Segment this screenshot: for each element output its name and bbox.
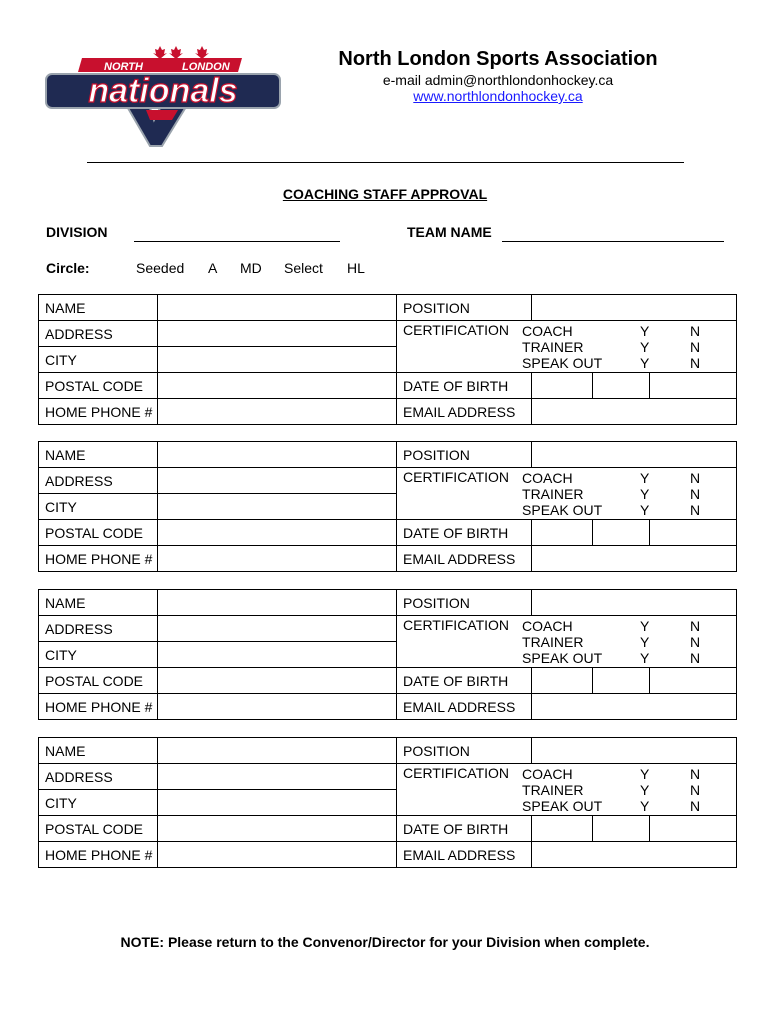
dob-field-2[interactable] bbox=[593, 373, 650, 399]
cert-speakout-yes[interactable]: Y bbox=[640, 650, 650, 666]
address-label: ADDRESS bbox=[39, 468, 158, 494]
position-label: POSITION bbox=[397, 442, 532, 468]
dob-field-3[interactable] bbox=[650, 816, 737, 842]
dob-field-1[interactable] bbox=[532, 816, 593, 842]
name-field[interactable] bbox=[158, 738, 397, 764]
certification-label: CERTIFICATION bbox=[403, 765, 510, 781]
cert-coach-yes[interactable]: Y bbox=[640, 470, 650, 486]
home-phone-field[interactable] bbox=[158, 399, 397, 425]
logo-main-text: nationals bbox=[88, 72, 238, 110]
home-phone-field[interactable] bbox=[158, 546, 397, 572]
return-note: NOTE: Please return to the Convenor/Director for your Division when complete. bbox=[120, 934, 650, 950]
home-phone-field[interactable] bbox=[158, 694, 397, 720]
cert-trainer-yes[interactable]: Y bbox=[640, 486, 650, 502]
dob-field-1[interactable] bbox=[532, 520, 593, 546]
cert-speakout-no[interactable]: N bbox=[690, 650, 701, 666]
circle-label: Circle: bbox=[46, 260, 90, 276]
position-field[interactable] bbox=[532, 738, 737, 764]
dob-field-3[interactable] bbox=[650, 668, 737, 694]
staff-entry-table-4 bbox=[38, 737, 737, 868]
home-phone-label: HOME PHONE # bbox=[39, 694, 158, 720]
address-field[interactable] bbox=[158, 468, 397, 494]
name-field[interactable] bbox=[158, 295, 397, 321]
home-phone-field[interactable] bbox=[158, 842, 397, 868]
postal-code-field[interactable] bbox=[158, 816, 397, 842]
certification-options bbox=[522, 617, 736, 666]
email-address-label: EMAIL ADDRESS bbox=[397, 694, 532, 720]
dob-field-1[interactable] bbox=[532, 373, 593, 399]
postal-code-label: POSTAL CODE bbox=[39, 373, 158, 399]
address-field[interactable] bbox=[158, 321, 397, 347]
postal-code-label: POSTAL CODE bbox=[39, 816, 158, 842]
date-of-birth-label: DATE OF BIRTH bbox=[397, 373, 532, 399]
cert-speakout-no[interactable]: N bbox=[690, 502, 701, 518]
address-field[interactable] bbox=[158, 764, 397, 790]
cert-speakout-yes[interactable]: Y bbox=[640, 502, 650, 518]
city-field[interactable] bbox=[158, 347, 397, 373]
email-line: e-mail admin@northlondonhockey.ca bbox=[382, 72, 614, 88]
cert-trainer-no[interactable]: N bbox=[690, 339, 701, 355]
certification-options bbox=[522, 469, 736, 518]
address-label: ADDRESS bbox=[39, 321, 158, 347]
position-label: POSITION bbox=[397, 295, 532, 321]
team-name-field[interactable] bbox=[502, 241, 724, 242]
name-label: NAME bbox=[39, 738, 158, 764]
email-address-label: EMAIL ADDRESS bbox=[397, 842, 532, 868]
logo-north-text: NORTH bbox=[104, 61, 143, 73]
division-label: DIVISION bbox=[46, 224, 108, 240]
position-label: POSITION bbox=[397, 738, 532, 764]
dob-field-3[interactable] bbox=[650, 373, 737, 399]
home-phone-label: HOME PHONE # bbox=[39, 399, 158, 425]
postal-code-field[interactable] bbox=[158, 668, 397, 694]
cert-trainer-yes[interactable]: Y bbox=[640, 634, 650, 650]
city-field[interactable] bbox=[158, 790, 397, 816]
position-label: POSITION bbox=[397, 590, 532, 616]
circle-option-a[interactable]: A bbox=[208, 260, 218, 276]
header-divider bbox=[87, 162, 684, 163]
date-of-birth-label: DATE OF BIRTH bbox=[397, 668, 532, 694]
email-address-label: EMAIL ADDRESS bbox=[397, 546, 532, 572]
certification-cell bbox=[397, 321, 737, 373]
logo-london-text: LONDON bbox=[182, 61, 230, 73]
city-label: CITY bbox=[39, 790, 158, 816]
cert-coach-no[interactable]: N bbox=[690, 618, 701, 634]
cert-coach-no[interactable]: N bbox=[690, 323, 701, 339]
cert-coach-yes[interactable]: Y bbox=[640, 323, 650, 339]
dob-field-2[interactable] bbox=[593, 816, 650, 842]
certification-label: CERTIFICATION bbox=[403, 617, 510, 633]
email-address-field[interactable] bbox=[532, 694, 737, 720]
cert-speakout-no[interactable]: N bbox=[690, 798, 701, 814]
date-of-birth-label: DATE OF BIRTH bbox=[397, 520, 532, 546]
cert-speakout-yes[interactable]: Y bbox=[640, 798, 650, 814]
certification-options bbox=[522, 322, 736, 371]
dob-field-2[interactable] bbox=[593, 520, 650, 546]
cert-trainer-label: TRAINER bbox=[522, 486, 584, 502]
city-label: CITY bbox=[39, 347, 158, 373]
cert-trainer-label: TRAINER bbox=[522, 339, 584, 355]
home-phone-label: HOME PHONE # bbox=[39, 842, 158, 868]
name-field[interactable] bbox=[158, 590, 397, 616]
cert-trainer-label: TRAINER bbox=[522, 782, 584, 798]
cert-trainer-yes[interactable]: Y bbox=[640, 782, 650, 798]
cert-speakout-label: SPEAK OUT bbox=[522, 355, 603, 371]
circle-option-hl[interactable]: HL bbox=[347, 260, 365, 276]
address-label: ADDRESS bbox=[39, 616, 158, 642]
dob-field-1[interactable] bbox=[532, 668, 593, 694]
dob-field-3[interactable] bbox=[650, 520, 737, 546]
city-label: CITY bbox=[39, 642, 158, 668]
postal-code-label: POSTAL CODE bbox=[39, 520, 158, 546]
cert-trainer-no[interactable]: N bbox=[690, 634, 701, 650]
staff-entry-table-3 bbox=[38, 589, 737, 720]
email-address-field[interactable] bbox=[532, 399, 737, 425]
name-label: NAME bbox=[39, 590, 158, 616]
cert-coach-yes[interactable]: Y bbox=[640, 618, 650, 634]
nationals-logo bbox=[42, 40, 284, 150]
postal-code-field[interactable] bbox=[158, 373, 397, 399]
certification-options bbox=[522, 765, 736, 814]
staff-entry-table-1 bbox=[38, 294, 737, 425]
cert-coach-label: COACH bbox=[522, 323, 573, 339]
team-name-label: TEAM NAME bbox=[407, 224, 492, 240]
email-address-field[interactable] bbox=[532, 546, 737, 572]
email-address-field[interactable] bbox=[532, 842, 737, 868]
circle-option-md[interactable]: MD bbox=[240, 260, 262, 276]
website-link[interactable]: www.northlondonhockey.ca bbox=[413, 88, 583, 104]
circle-option-seeded[interactable]: Seeded bbox=[136, 260, 185, 276]
address-label: ADDRESS bbox=[39, 764, 158, 790]
city-label: CITY bbox=[39, 494, 158, 520]
address-field[interactable] bbox=[158, 616, 397, 642]
name-field[interactable] bbox=[158, 442, 397, 468]
division-field[interactable] bbox=[134, 241, 340, 242]
cert-speakout-label: SPEAK OUT bbox=[522, 798, 603, 814]
cert-coach-no[interactable]: N bbox=[690, 470, 701, 486]
city-field[interactable] bbox=[158, 642, 397, 668]
position-field[interactable] bbox=[532, 442, 737, 468]
cert-speakout-yes[interactable]: Y bbox=[640, 355, 650, 371]
position-field[interactable] bbox=[532, 295, 737, 321]
dob-field-2[interactable] bbox=[593, 668, 650, 694]
cert-trainer-yes[interactable]: Y bbox=[640, 339, 650, 355]
city-field[interactable] bbox=[158, 494, 397, 520]
form-title: COACHING STAFF APPROVAL bbox=[282, 186, 488, 202]
staff-entry-table-2 bbox=[38, 441, 737, 572]
date-of-birth-label: DATE OF BIRTH bbox=[397, 816, 532, 842]
cert-coach-label: COACH bbox=[522, 470, 573, 486]
cert-speakout-no[interactable]: N bbox=[690, 355, 701, 371]
email-address-label: EMAIL ADDRESS bbox=[397, 399, 532, 425]
cert-trainer-no[interactable]: N bbox=[690, 486, 701, 502]
cert-coach-no[interactable]: N bbox=[690, 766, 701, 782]
certification-cell bbox=[397, 616, 737, 668]
circle-option-select[interactable]: Select bbox=[284, 260, 323, 276]
certification-label: CERTIFICATION bbox=[403, 322, 510, 338]
position-field[interactable] bbox=[532, 590, 737, 616]
cert-coach-yes[interactable]: Y bbox=[640, 766, 650, 782]
name-label: NAME bbox=[39, 442, 158, 468]
cert-coach-label: COACH bbox=[522, 618, 573, 634]
cert-trainer-label: TRAINER bbox=[522, 634, 584, 650]
cert-speakout-label: SPEAK OUT bbox=[522, 650, 603, 666]
name-label: NAME bbox=[39, 295, 158, 321]
cert-trainer-no[interactable]: N bbox=[690, 782, 701, 798]
certification-cell bbox=[397, 468, 737, 520]
cert-coach-label: COACH bbox=[522, 766, 573, 782]
maple-leaf-icon bbox=[153, 46, 209, 59]
home-phone-label: HOME PHONE # bbox=[39, 546, 158, 572]
postal-code-field[interactable] bbox=[158, 520, 397, 546]
postal-code-label: POSTAL CODE bbox=[39, 668, 158, 694]
certification-label: CERTIFICATION bbox=[403, 469, 510, 485]
certification-cell bbox=[397, 764, 737, 816]
cert-speakout-label: SPEAK OUT bbox=[522, 502, 603, 518]
org-name: North London Sports Association bbox=[338, 48, 658, 70]
